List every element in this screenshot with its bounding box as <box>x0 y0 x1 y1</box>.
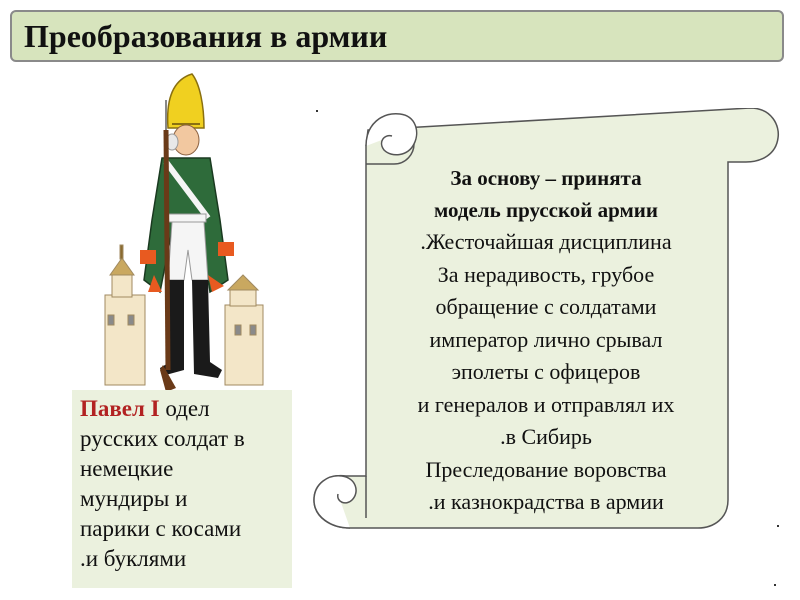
scroll-line: .и казнокрадства в армии <box>428 489 664 514</box>
caption-line: мундиры и <box>80 486 188 511</box>
scroll-bold-line: За основу – принята <box>450 166 642 190</box>
stray-dot <box>316 110 318 112</box>
grenadier-hat <box>168 74 204 128</box>
scroll-line: .в Сибирь <box>500 424 592 449</box>
black-boots <box>160 280 184 376</box>
scroll-line: Преследование воровства <box>425 456 667 482</box>
caption-box <box>72 390 292 588</box>
scroll-line: обращение с солдатами <box>435 294 657 319</box>
caption-line-1 <box>80 394 245 424</box>
caption-line: .и буклями <box>80 546 187 571</box>
title-bar <box>10 10 784 62</box>
scroll-line: За нерадивость, грубое <box>437 261 655 287</box>
scroll-bold-line: модель прусской армии <box>433 198 659 222</box>
emperor-name: Павел I <box>80 396 160 421</box>
musket <box>166 130 168 370</box>
scroll-line: император лично срывал <box>429 326 663 352</box>
caption-first-rest: одел <box>159 396 210 421</box>
caption-line: немецкие <box>80 456 174 481</box>
caption-line: русских солдат в <box>80 426 245 451</box>
soldier-illustration <box>100 70 265 400</box>
scroll-line: .Жесточайшая дисциплина <box>420 229 672 254</box>
scroll-line: эполеты с офицеров <box>451 359 641 384</box>
stray-dot <box>774 584 776 586</box>
scroll-line: и генералов и отправлял их <box>417 391 675 417</box>
caption-line: парики с косами <box>80 516 242 541</box>
scroll-text <box>368 162 724 519</box>
stray-dot <box>777 525 779 527</box>
page-title: Преобразования в армии <box>24 18 388 54</box>
